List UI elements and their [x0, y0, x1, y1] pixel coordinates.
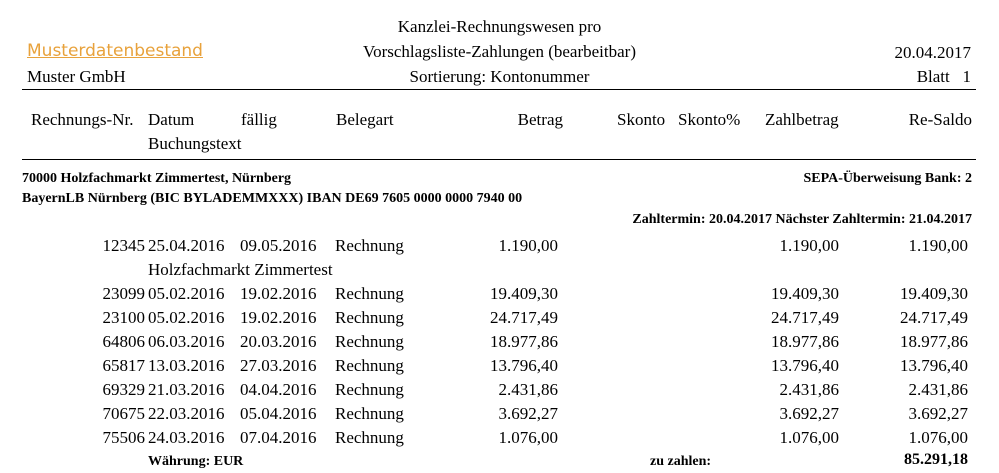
cell-datum: 25.04.2016 — [148, 236, 225, 255]
sheet-number — [917, 67, 971, 87]
table-row[interactable] — [0, 308, 999, 332]
cell-datum: 13.03.2016 — [148, 356, 225, 375]
cell-re-saldo: 19.409,30 — [900, 284, 968, 303]
col-re-saldo: Re-Saldo — [908, 110, 972, 129]
col-zahlbetrag: Zahlbetrag — [765, 110, 839, 129]
cell-faellig: 20.03.2016 — [240, 332, 317, 351]
report-title-line2: Vorschlagsliste-Zahlungen (bearbeitbar) — [362, 42, 636, 61]
cell-betrag: 2.431,86 — [498, 380, 558, 399]
table-row[interactable] — [0, 356, 999, 380]
cell-datum: 05.02.2016 — [148, 308, 225, 327]
cell-datum: 24.03.2016 — [148, 428, 225, 447]
header-divider — [22, 89, 976, 90]
cell-faellig: 27.03.2016 — [240, 356, 317, 375]
cell-betrag: 3.692,27 — [498, 404, 558, 423]
creditor-account: 70000 Holzfachmarkt Zimmertest, Nürnberg — [22, 171, 292, 186]
payment-dates: Zahltermin: 20.04.2017 Nächster Zahltermin: 21.04.2017 — [632, 212, 972, 227]
cell-rechnungs-nr: 12345 — [102, 236, 145, 255]
cell-betrag: 18.977,86 — [490, 332, 558, 351]
cell-datum: 05.02.2016 — [148, 284, 225, 303]
cell-rechnungs-nr: 69329 — [102, 380, 145, 399]
col-betrag: Betrag — [517, 110, 563, 129]
col-datum: Datum — [148, 110, 195, 129]
total-amount: 85.291,18 — [904, 451, 968, 468]
cell-belegart: Rechnung — [335, 284, 404, 303]
report-date: 20.04.2017 — [894, 43, 971, 62]
cell-zahlbetrag[interactable]: 1.190,00 — [779, 236, 839, 255]
table-row[interactable] — [0, 332, 999, 356]
creditor-bank: BayernLB Nürnberg (BIC BYLADEMMXXX) IBAN DE69 7605 0000 0000 7940 00 — [22, 191, 523, 206]
cell-zahlbetrag[interactable]: 3.692,27 — [779, 404, 839, 423]
cell-re-saldo: 3.692,27 — [908, 404, 968, 423]
currency-label: Währung: EUR — [148, 454, 244, 469]
cell-betrag: 13.796,40 — [490, 356, 558, 375]
cell-belegart: Rechnung — [335, 356, 404, 375]
to-pay-label: zu zahlen: — [650, 454, 712, 469]
table-row[interactable] — [0, 236, 999, 260]
col-skonto: Skonto — [617, 110, 666, 129]
cell-rechnungs-nr: 65817 — [102, 356, 145, 375]
cell-belegart: Rechnung — [335, 236, 404, 255]
cell-buchungstext: Holzfachmarkt Zimmertest — [148, 260, 333, 279]
table-row[interactable] — [0, 284, 999, 308]
cell-zahlbetrag[interactable]: 24.717,49 — [771, 308, 839, 327]
cell-faellig: 19.02.2016 — [240, 284, 317, 303]
table-row[interactable] — [0, 428, 999, 452]
cell-belegart: Rechnung — [335, 428, 404, 447]
col-rechnungs-nr: Rechnungs-Nr. — [31, 110, 134, 129]
table-row-text — [0, 260, 999, 284]
cell-re-saldo: 1.076,00 — [908, 428, 968, 447]
cell-faellig: 19.02.2016 — [240, 308, 317, 327]
cell-rechnungs-nr: 70675 — [102, 404, 145, 423]
sheet-value: 1 — [962, 67, 971, 86]
report-title-line1: Kanzlei-Rechnungswesen pro — [397, 17, 602, 36]
cell-re-saldo: 24.717,49 — [900, 308, 968, 327]
cell-datum: 21.03.2016 — [148, 380, 225, 399]
company-name: Muster GmbH — [27, 67, 126, 86]
cell-re-saldo: 1.190,00 — [908, 236, 968, 255]
col-faellig: fällig — [241, 110, 277, 129]
cell-betrag: 1.076,00 — [498, 428, 558, 447]
payment-method: SEPA-Überweisung Bank: 2 — [803, 171, 972, 186]
cell-belegart: Rechnung — [335, 332, 404, 351]
cell-faellig: 09.05.2016 — [240, 236, 317, 255]
cell-datum: 06.03.2016 — [148, 332, 225, 351]
cell-rechnungs-nr: 64806 — [102, 332, 145, 351]
table-row[interactable] — [0, 380, 999, 404]
cell-re-saldo: 13.796,40 — [900, 356, 968, 375]
cell-belegart: Rechnung — [335, 308, 404, 327]
cell-zahlbetrag[interactable]: 19.409,30 — [771, 284, 839, 303]
cell-zahlbetrag[interactable]: 2.431,86 — [779, 380, 839, 399]
cell-faellig: 05.04.2016 — [240, 404, 317, 423]
cell-betrag: 19.409,30 — [490, 284, 558, 303]
cell-rechnungs-nr: 75506 — [102, 428, 145, 447]
cell-rechnungs-nr: 23099 — [102, 284, 145, 303]
col-belegart: Belegart — [336, 110, 394, 129]
cell-rechnungs-nr: 23100 — [102, 308, 145, 327]
sheet-label: Blatt — [916, 67, 950, 86]
cell-zahlbetrag[interactable]: 1.076,00 — [779, 428, 839, 447]
company-database-link[interactable]: Musterdatenbestand — [27, 41, 203, 61]
columns-divider — [22, 159, 976, 160]
cell-re-saldo: 18.977,86 — [900, 332, 968, 351]
cell-betrag: 24.717,49 — [490, 308, 558, 327]
table-row[interactable] — [0, 404, 999, 428]
cell-belegart: Rechnung — [335, 404, 404, 423]
cell-re-saldo: 2.431,86 — [908, 380, 968, 399]
cell-zahlbetrag[interactable]: 18.977,86 — [771, 332, 839, 351]
cell-datum: 22.03.2016 — [148, 404, 225, 423]
cell-faellig: 04.04.2016 — [240, 380, 317, 399]
col-buchungstext: Buchungstext — [148, 134, 242, 153]
cell-faellig: 07.04.2016 — [240, 428, 317, 447]
report-sort-order: Sortierung: Kontonummer — [409, 67, 590, 86]
cell-belegart: Rechnung — [335, 380, 404, 399]
cell-zahlbetrag[interactable]: 13.796,40 — [771, 356, 839, 375]
cell-betrag: 1.190,00 — [498, 236, 558, 255]
col-skonto-percent: Skonto% — [678, 110, 741, 129]
